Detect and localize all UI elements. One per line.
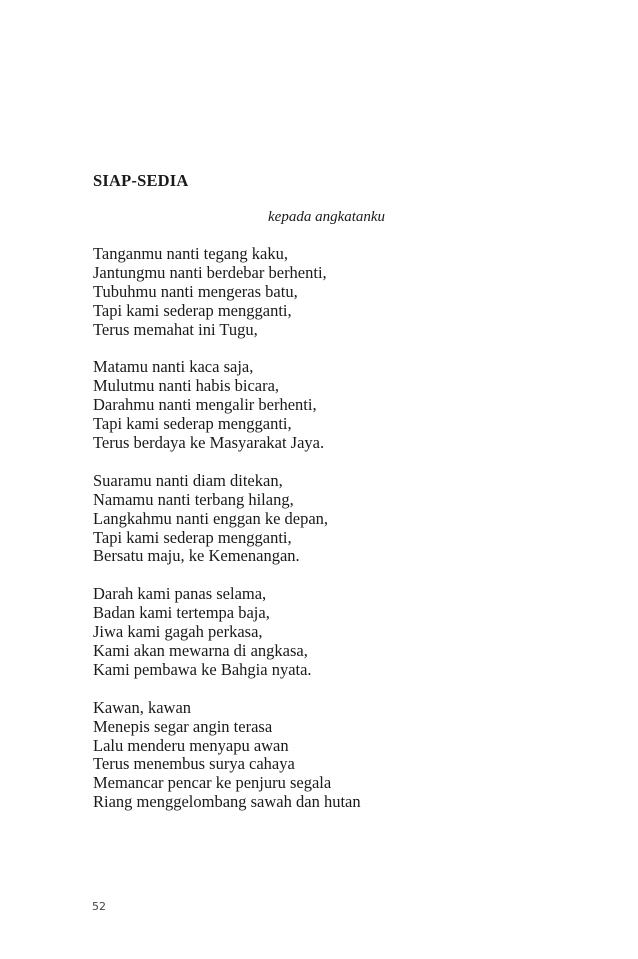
poem-line: Darah kami panas selama, — [93, 584, 267, 604]
poem-line: Memancar pencar ke penjuru segala — [93, 773, 332, 793]
poem-line: Kami akan mewarna di angkasa, — [93, 640, 308, 660]
poem-line: Matamu nanti kaca saja, — [93, 357, 254, 377]
poem-line: Lalu menderu menyapu awan — [93, 735, 289, 755]
poem-line: Kami pembawa ke Bahgia nyata. — [93, 659, 312, 679]
page-number: 52 — [92, 900, 106, 913]
poem-line: Terus menembus surya cahaya — [93, 754, 295, 774]
poem-line: Terus berdaya ke Masyarakat Jaya. — [93, 433, 325, 453]
poem-line: Kawan, kawan — [93, 697, 192, 717]
poem-line: Bersatu maju, ke Kemenangan. — [93, 546, 300, 566]
poem-line: Menepis segar angin terasa — [93, 716, 273, 736]
poem-line: Tapi kami sederap mengganti, — [93, 527, 292, 547]
stanza — [93, 585, 573, 680]
poem-dedication: kepada angkatanku — [268, 209, 386, 225]
stanza — [93, 358, 573, 453]
stanza — [93, 472, 573, 567]
poem-title: SIAP-SEDIA — [93, 171, 189, 190]
stanza — [93, 245, 573, 340]
poem-line: Darahmu nanti mengalir berhenti, — [93, 395, 317, 415]
poem-line: Namamu nanti terbang hilang, — [93, 489, 294, 509]
poem-line: Suaramu nanti diam ditekan, — [93, 470, 283, 490]
stanza — [93, 699, 573, 812]
poem-line: Badan kami tertempa baja, — [93, 603, 270, 623]
poem-line: Tubuhmu nanti mengeras batu, — [93, 281, 298, 301]
poem-line: Terus memahat ini Tugu, — [93, 319, 258, 339]
poem-line: Tapi kami sederap mengganti, — [93, 414, 292, 434]
poem-line: Langkahmu nanti enggan ke depan, — [93, 508, 329, 528]
poem-line: Riang menggelombang sawah dan hutan — [93, 792, 361, 812]
poem-line: Jantungmu nanti berdebar berhenti, — [93, 262, 327, 282]
poem-body — [93, 245, 573, 831]
poem-line: Jiwa kami gagah perkasa, — [93, 622, 263, 642]
poem-line: Tapi kami sederap mengganti, — [93, 300, 292, 320]
poem-line: Mulutmu nanti habis bicara, — [93, 376, 280, 396]
poem-line: Tanganmu nanti tegang kaku, — [93, 244, 288, 263]
